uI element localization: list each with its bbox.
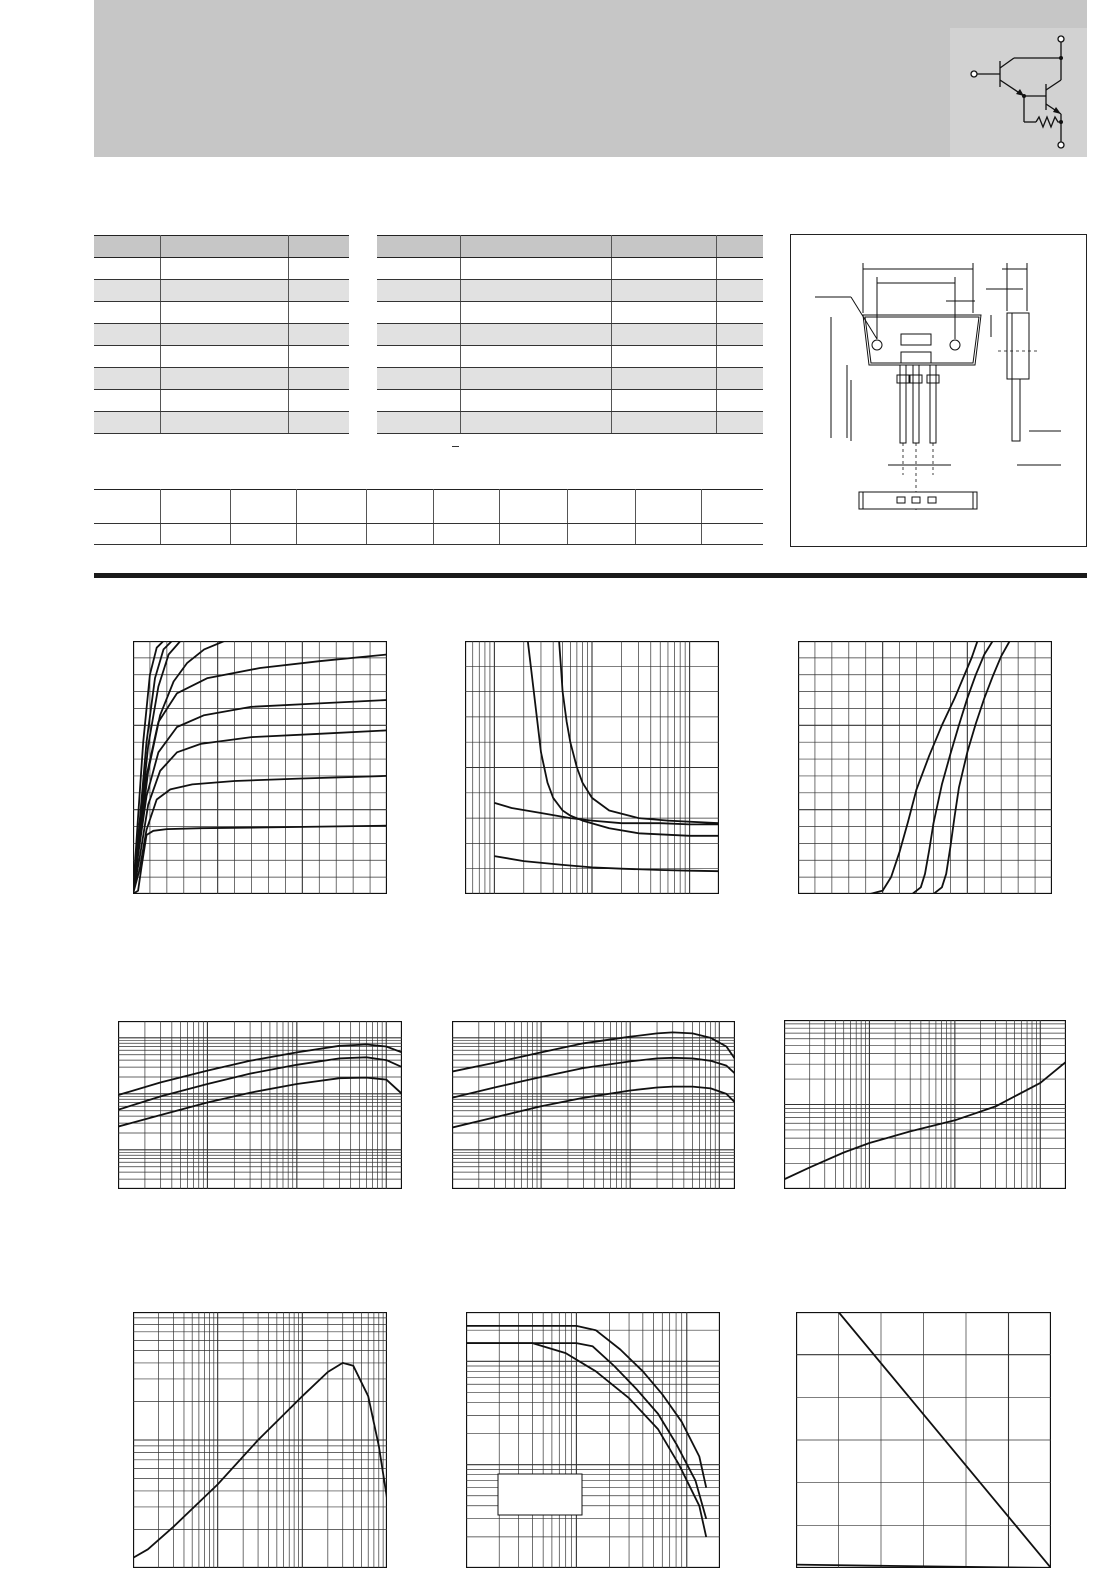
section-divider (94, 573, 1087, 578)
elec-cell (460, 368, 611, 390)
abs-max-cell (94, 346, 160, 368)
abs-max-cell (160, 236, 288, 258)
hfe-rank-cell (568, 524, 636, 545)
abs-max-row (94, 280, 349, 302)
hfe-rank-cell (366, 490, 433, 524)
chart-hfe-ic-vce (452, 1021, 735, 1189)
elec-row (377, 258, 763, 280)
abs-max-cell (94, 280, 160, 302)
abs-max-cell (94, 302, 160, 324)
abs-max-row (94, 390, 349, 412)
elec-cell (377, 390, 460, 412)
abs-max-row (94, 236, 349, 258)
hfe-rank-cell (433, 490, 500, 524)
elec-cell (611, 258, 716, 280)
gridlines (784, 1020, 1066, 1189)
hfe-rank-cell (366, 524, 433, 545)
hfe-rank-row (94, 524, 763, 545)
hfe-rank-cell (702, 490, 763, 524)
elec-cell (460, 280, 611, 302)
chart-ic-vbe (798, 641, 1052, 894)
note-box (498, 1474, 582, 1515)
plot-frame (134, 642, 387, 894)
abs-max-cell (94, 368, 160, 390)
elec-cell (377, 280, 460, 302)
abs-max-cell (160, 258, 288, 280)
elec-cell (460, 236, 611, 258)
abs-max-cell (160, 346, 288, 368)
chart-pc-ta-derating (796, 1312, 1051, 1568)
abs-max-cell (288, 302, 349, 324)
elec-cell (460, 324, 611, 346)
elec-row (377, 280, 763, 302)
elec-cell (716, 302, 763, 324)
elec-cell (611, 280, 716, 302)
hfe-rank-cell (230, 490, 296, 524)
elec-row (377, 324, 763, 346)
hfe-rank-cell (160, 490, 230, 524)
abs-max-row (94, 324, 349, 346)
elec-cell (460, 346, 611, 368)
hfe-rank-cell (296, 524, 366, 545)
chart-vce-sat-ib (465, 641, 719, 894)
abs-max-row (94, 302, 349, 324)
abs-max-cell (288, 390, 349, 412)
abs-max-row (94, 258, 349, 280)
elec-cell (460, 258, 611, 280)
hfe-rank-cell (568, 490, 636, 524)
elec-cell (716, 258, 763, 280)
elec-row (377, 346, 763, 368)
package-outline-panel (790, 234, 1087, 547)
elec-cell (460, 390, 611, 412)
chart-thermal-resistance (784, 1020, 1066, 1189)
elec-cell (611, 412, 716, 434)
abs-max-row (94, 368, 349, 390)
hfe-rank-row (94, 490, 763, 524)
hfe-rank-cell (636, 524, 702, 545)
abs-max-row (94, 412, 349, 434)
hfe-rank-cell (160, 524, 230, 545)
elec-row (377, 368, 763, 390)
abs-max-cell (94, 412, 160, 434)
elec-cell (460, 302, 611, 324)
elec-cell (716, 412, 763, 434)
hfe-rank-cell (636, 490, 702, 524)
elec-cell (377, 302, 460, 324)
chart-ft-ie (133, 1312, 387, 1568)
elec-row (377, 390, 763, 412)
chart-hfe-ic-temperature (118, 1021, 402, 1189)
hfe-rank-cell (702, 524, 763, 545)
abs-max-cell (160, 324, 288, 346)
elec-cell (716, 368, 763, 390)
hfe-rank-cell (500, 524, 568, 545)
abs-max-cell (160, 412, 288, 434)
abs-max-cell (288, 346, 349, 368)
abs-max-cell (288, 280, 349, 302)
elec-cell (377, 368, 460, 390)
abs-max-cell (160, 390, 288, 412)
elec-cell (377, 346, 460, 368)
elec-cell (611, 324, 716, 346)
hfe-rank-cell (433, 524, 500, 545)
circuit-symbol (950, 28, 1087, 157)
abs-max-cell (288, 324, 349, 346)
elec-cell (716, 324, 763, 346)
table-footnote-mark (452, 446, 459, 447)
elec-cell (611, 390, 716, 412)
elec-cell (611, 302, 716, 324)
header-band (94, 0, 1087, 157)
elec-row (377, 302, 763, 324)
elec-cell (377, 236, 460, 258)
hfe-rank-cell (500, 490, 568, 524)
abs-max-cell (160, 302, 288, 324)
elec-cell (611, 368, 716, 390)
elec-cell (716, 236, 763, 258)
hfe-rank-table (94, 489, 763, 545)
elec-cell (377, 412, 460, 434)
elec-cell (377, 258, 460, 280)
elec-cell (716, 390, 763, 412)
electrical-characteristics-table (377, 235, 763, 434)
absolute-max-ratings-table (94, 235, 349, 434)
abs-max-cell (94, 390, 160, 412)
elec-cell (611, 236, 716, 258)
abs-max-row (94, 346, 349, 368)
abs-max-cell (288, 258, 349, 280)
elec-row (377, 412, 763, 434)
abs-max-cell (288, 368, 349, 390)
elec-cell (611, 346, 716, 368)
darlington-transistor-symbol-icon (950, 28, 1087, 157)
hfe-rank-cell (94, 524, 160, 545)
hfe-rank-cell (230, 524, 296, 545)
abs-max-cell (94, 236, 160, 258)
abs-max-cell (94, 258, 160, 280)
hfe-rank-cell (94, 490, 160, 524)
abs-max-cell (288, 236, 349, 258)
elec-row (377, 236, 763, 258)
abs-max-cell (94, 324, 160, 346)
abs-max-cell (160, 368, 288, 390)
chart-ic-vce (133, 641, 387, 894)
abs-max-cell (160, 280, 288, 302)
chart-safe-operating-area (466, 1312, 720, 1568)
elec-cell (716, 346, 763, 368)
to3p-package-outline-icon (791, 235, 1086, 546)
abs-max-cell (288, 412, 349, 434)
elec-cell (460, 412, 611, 434)
hfe-rank-cell (296, 490, 366, 524)
elec-cell (377, 324, 460, 346)
elec-cell (716, 280, 763, 302)
